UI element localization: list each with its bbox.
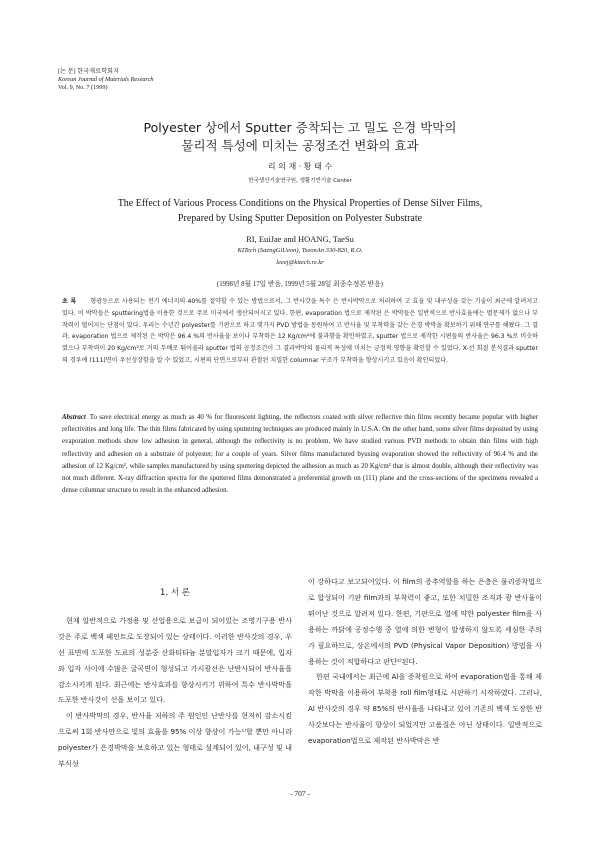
body-column-right <box>308 574 542 749</box>
title-en-line1: The Effect of Various Process Conditions on the Physical Properties of Dense Silver Films, <box>117 198 483 209</box>
page-number: - 707 - <box>290 789 310 798</box>
received-dates: (1998년 8월 17일 받음, 1999년 5월 28일 최종수정본 받음) <box>217 281 383 288</box>
body-paragraph: 이 강하다고 보고되어있다. 이 film의 증추역할을 하는 은층은 물리증착법으로 합성되어 기판 film과의 부착력이 좋고, 또한 치밀한 조직과 광 반사율이 뛰어난 것으로 알려져 있다. 한편, 기판으로 열에 약한 polyester film을 사용하는 까닭에 공정수행 중 열에 의한 변형이 발생하지 않도록 세심한 주의가 필요하므로, 상온에서의 PVD (Physical Vapor Deposition) 방법을 사용하는 것이 적합하다고 판단²⁾된다. <box>308 577 542 666</box>
body-paragraph: 한편 국내에서는 최근에 Al을 증착원으로 하여 evaporation법을 통해 제작한 박막을 이용하여 부착용 roll film형태로 시판하기 시작하였다. 그러나, Al 반사갓의 경우 약 85%의 반사율을 나타내고 있어 기존의 백색 도장한 반사갓보다는 반사율이 향상이 되었지만 고품질은 아닌 상태이다. 일반적으로 evaporation법으로 제작된 반사박막은 반 <box>308 672 542 746</box>
body-paragraph: 이 반사박막의 경우, 반사율 저하의 주 원인인 난반사를 현저히 감소시킴으로써 1회 반사만으로 빛의 효율을 95% 이상 향상이 가능¹⁾할 뿐만 아니라 polyester가 은경박막을 보호하고 있는 형태로 설계되어 있어, 내구성 및 내부식성 <box>58 711 292 769</box>
authors-ko: 리 의 재 · 황 태 수 <box>267 162 333 171</box>
author-email: leeej@kitech.re.kr <box>276 259 324 266</box>
abstract-ko <box>62 296 538 367</box>
abstract-en <box>62 412 538 497</box>
affiliation-ko: 한국생산기술연구원, 생활기반기술 Center <box>248 178 352 184</box>
abstract-en-label: Abstract <box>62 414 86 421</box>
journal-volume: Vol. 9, No. 7 (1999) <box>58 84 108 91</box>
body-paragraph: 현재 일반적으로 가정용 및 산업용으로 보급이 되어있는 조명기구용 반사갓은 주로 백색 페인트로 도장되어 있는 상태이다. 이러한 반사갓의 경우, 우선 표면에 도포한 도료의 성분중 산화티타늄 분말입자가 크기 때문에, 입자와 입자 사이에 수많은 굴곡면이 형성되고 가시광선은 난반사되어 반사율을 감소시키게 된다. 최근에는 반사효과를 향상시키기 위하여 특수 반사박막을 도포한 반사갓이 선을 보이고 있다. <box>58 615 292 705</box>
title-en-line2: Prepared by Using Sputter Deposition on Polyester Substrate <box>177 213 423 224</box>
title-ko-line2: 물리적 특성에 미치는 공정조건 변화의 효과 <box>181 138 419 153</box>
abstract-ko-text: 형광등으로 사용되는 전기 에너지의 40%를 절약할 수 있는 방법으로서, 그 반사갓을 특수 은 반사박막으로 처리하여 고 효율 및 내구성을 갖는 기술이 최근에 알려지고 있다. 이 박막들은 sputtering법을 이용한 것으로 주로 미국에서 생산되어지고 있다. 한편, evaporation 법으로 제작된 은 박막들은 일반적으로 반사효율에는 별문제가 없으나 부착력이 떨어지는 단점이 있다. 우리는 수년간 polyester를 기판으로 하고 몇가지 PVD 방법을 동원하여 고 반사율 및 부착력을 갖는 은경 박막을 확보하기 위해 연구를 해왔다. 그 결과, evaporation 법으로 제작된 은 박막은 96.4 %의 반사율을 보이나 부착력은 12 Kg/cm²에 불과함을 확인하였고, sputter 법으로 제작한 시편들의 반사율은 96.3 %로 비슷하였으나 부착력이 20 Kg/cm²로 거의 두배로 뛰어올라 sputter 법의 공정조건이 그 결과박막의 물리적 특성에 미치는 긍정적 영향을 확인할 수 있었다. X-선 회절 분석결과 sputter의 경우에 (111)면이 우선성장함을 알 수 있었고, 시편의 단면으로부터 관찰된 치밀한 columnar 구조가 부착력을 향상시키고 있음이 확인되었다. <box>62 298 538 364</box>
section-heading: 1. 서 론 <box>160 588 190 598</box>
body-column-left <box>58 578 292 772</box>
abstract-en-text: To save electrical energy as much as 40 % for fluorescent lighting, the reflectors coated with silver reflective thin films recently became popular with higher reflectivities and long life. The thin films fabricated by using sputtering techniques are produced mainly in U.S.A. On the other hand, some silver films deposited by using evaporation methods show low adhesion in general, although the reflectivity is no problem. We have studied various PVD methods to obtain thin films with high reflectivity and adhesion on a substrate of polyester, for a couple of years. Silver films manufactured byusing evaporation showed the reflectivity of 96.4 % and the adhesion of 12 Kg/cm², while samples manufactured by using sputtering depicted the adhesion as much as 20 Kg/cm² that is almost double, although their reflectivity was not much different. X-ray diffraction spectra for the sputtered films demonstrated a preferential growth on (111) plane and the cross-sections of the specimens revealed a dense columnar structure to result in the enhanced adhesion. <box>62 414 538 495</box>
title-ko-line1: Polyester 상에서 Sputter 증착되는 고 밀도 은경 박막의 <box>143 120 457 135</box>
journal-name-ko: [논 문] 한국재료학회지 <box>58 68 120 75</box>
affiliation-en: KITech (SaengGiUeon), TseonAn 330-820, R.O. <box>237 247 363 254</box>
abstract-ko-label: 초 록 <box>62 298 77 305</box>
authors-en: RI, EuiJae and HOANG, TaeSu <box>246 234 354 244</box>
journal-name-en: Korean Journal of Materials Research <box>58 76 154 83</box>
journal-header <box>58 68 153 92</box>
